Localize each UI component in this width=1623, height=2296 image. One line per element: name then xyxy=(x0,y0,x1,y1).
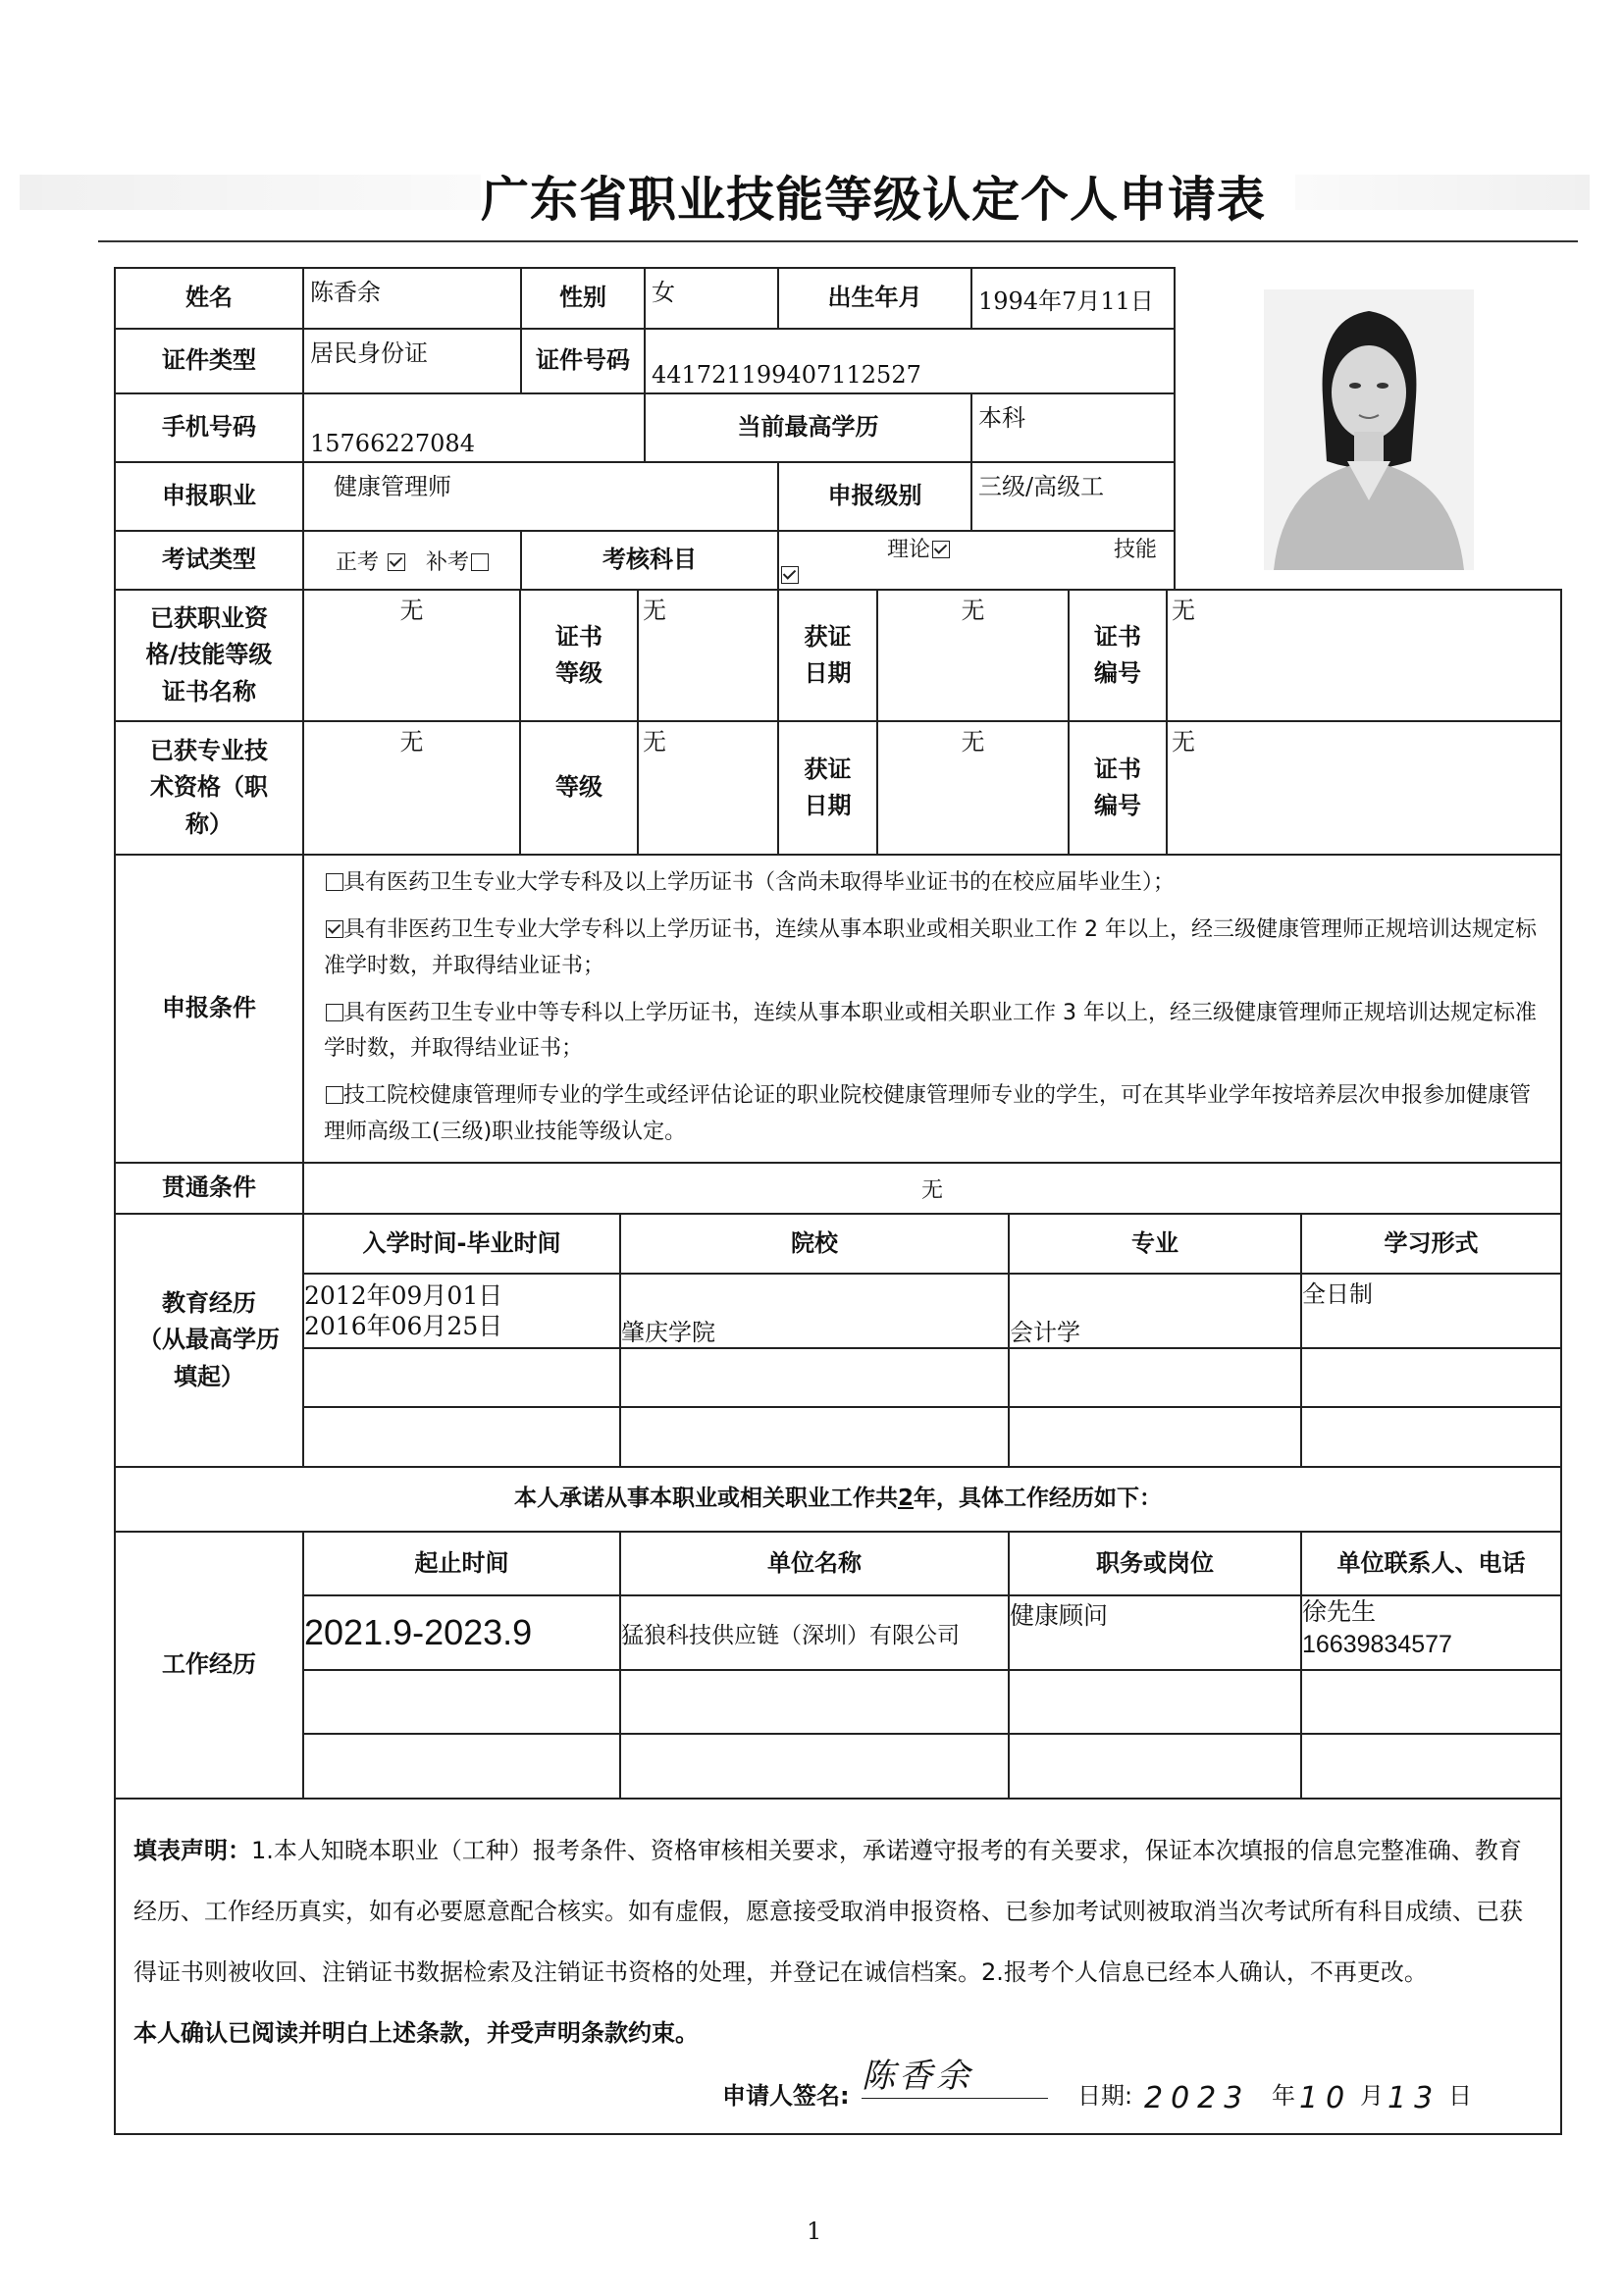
id-number-value: 441721199407112527 xyxy=(645,329,1175,393)
commit-after: 年，具体工作经历如下： xyxy=(914,1486,1162,1512)
work-position: 健康顾问 xyxy=(1009,1595,1301,1670)
work-table xyxy=(304,1533,1560,1798)
title-obtained-label: 已获专业技 术资格（职 称） xyxy=(115,721,303,855)
declaration-confirm: 本人确认已阅读并明白上述条款，并受声明条款约束。 xyxy=(133,2018,699,2047)
level-label: 申报级别 xyxy=(778,462,971,531)
table-row xyxy=(304,1670,1560,1734)
title-date-label: 获证 日期 xyxy=(779,722,877,854)
declaration-block xyxy=(115,1799,1561,2134)
condition-item xyxy=(324,996,1541,1068)
edu-major: 会计学 xyxy=(1009,1274,1301,1348)
edu-header-form: 学习形式 xyxy=(1301,1215,1560,1274)
exam-subject-options xyxy=(778,531,1175,590)
exam-subject-label: 考核科目 xyxy=(521,531,778,590)
education-label: 当前最高学历 xyxy=(645,393,971,462)
table-row xyxy=(304,1348,1560,1407)
sign-label: 申请人签名: xyxy=(722,2081,850,2110)
month-unit: 月 xyxy=(1360,2081,1384,2110)
year-unit: 年 xyxy=(1272,2081,1295,2110)
id-type-label: 证件类型 xyxy=(115,329,303,393)
commit-before: 本人承诺从事本职业或相关职业工作共 xyxy=(513,1486,898,1512)
title-number-label: 证书 编号 xyxy=(1069,722,1167,854)
cert-number-label: 证书 编号 xyxy=(1069,591,1167,720)
education-table xyxy=(304,1215,1560,1466)
edu-exp-label: 教育经历 （从最高学历 填起） xyxy=(115,1214,303,1467)
edu-header-period: 入学时间-毕业时间 xyxy=(304,1215,620,1274)
retake-exam-checkbox[interactable] xyxy=(471,553,489,571)
regular-exam-checkbox[interactable] xyxy=(388,553,405,571)
occupation-value: 健康管理师 xyxy=(303,462,778,531)
date-month: 10 xyxy=(1299,2080,1353,2115)
applicant-photo xyxy=(1264,289,1474,570)
condition-text-3: 具有医药卫生专业中等专科以上学历证书，连续从事本职业或相关职业工作 3 年以上，经三级健康管理师正规培训达规定标准学时数，并取得结业证书； xyxy=(324,1000,1537,1062)
form-title: 广东省职业技能等级认定个人申请表 xyxy=(481,171,1267,228)
theory-label: 理论 xyxy=(887,538,931,562)
work-header-company: 单位名称 xyxy=(620,1533,1009,1595)
signature-row xyxy=(133,2056,1543,2123)
work-contact-phone: 16639834577 xyxy=(1302,1630,1452,1658)
title-name-value: 无 xyxy=(304,722,520,854)
work-header-period: 起止时间 xyxy=(304,1533,620,1595)
cert-number-value: 无 xyxy=(1172,597,1195,624)
declaration-heading: 填表声明： xyxy=(133,1837,251,1865)
id-number-label: 证件号码 xyxy=(521,329,645,393)
work-header-contact: 单位联系人、电话 xyxy=(1301,1533,1560,1595)
applicant-signature: 陈香余 xyxy=(862,2055,1048,2099)
retake-exam-label: 补考 xyxy=(425,549,469,575)
gender-label: 性别 xyxy=(521,268,645,329)
education-value: 本科 xyxy=(971,393,1175,462)
birth-value: 1994年7月11日 xyxy=(971,268,1175,329)
cert-inner xyxy=(304,591,777,720)
cert-row-cells-right xyxy=(778,590,1561,721)
condition-text-4: 技工院校健康管理师专业的学生或经评估论证的职业院校健康管理师专业的学生，可在其毕业学年按培养层次申报参加健康管理师高级工(三级)职业技能等级认定。 xyxy=(324,1083,1532,1144)
condition-text-1: 具有医药卫生专业大学专科及以上学历证书（含尚未取得毕业证书的在校应届毕业生）； xyxy=(343,870,1176,895)
table-row xyxy=(304,1407,1560,1466)
birth-label: 出生年月 xyxy=(778,268,971,329)
title-row-cells xyxy=(303,721,778,855)
condition-checkbox-3[interactable] xyxy=(326,1004,343,1021)
condition-checkbox-1[interactable] xyxy=(326,873,343,891)
skill-label: 技能 xyxy=(1114,538,1158,562)
scan-bleed-right xyxy=(1295,175,1590,210)
edu-period xyxy=(304,1274,620,1348)
commitment-line xyxy=(115,1467,1561,1532)
date-year: 2023 xyxy=(1144,2080,1251,2115)
table-row xyxy=(304,1734,1560,1798)
skill-checkbox[interactable] xyxy=(781,566,799,584)
edu-start: 2012年09月01日 xyxy=(304,1280,503,1310)
title-grade-label: 等级 xyxy=(520,722,638,854)
photo-cell xyxy=(1175,268,1561,590)
through-label: 贯通条件 xyxy=(115,1163,303,1214)
title-row-cells-right xyxy=(778,721,1561,855)
edu-header-school: 院校 xyxy=(620,1215,1009,1274)
title-date-value: 无 xyxy=(877,722,1069,854)
page-number: 1 xyxy=(807,2218,822,2245)
conditions-list xyxy=(303,855,1561,1163)
title-rule xyxy=(98,240,1578,242)
work-exp-label: 工作经历 xyxy=(115,1532,303,1799)
commit-years: 2 xyxy=(897,1486,914,1512)
title-number-value: 无 xyxy=(1172,728,1195,756)
work-contact xyxy=(1301,1595,1560,1670)
cert-row-cells xyxy=(303,590,778,721)
scan-bleed-left xyxy=(20,175,481,210)
id-type-value: 居民身份证 xyxy=(303,329,521,393)
gender-value: 女 xyxy=(645,268,778,329)
condition-checkbox-4[interactable] xyxy=(326,1086,343,1104)
work-table-cell xyxy=(303,1532,1561,1799)
cert-obtained-label: 已获职业资 格/技能等级 证书名称 xyxy=(115,590,303,721)
cert-date-label: 获证 日期 xyxy=(779,591,877,720)
theory-checkbox[interactable] xyxy=(932,541,950,558)
title-inner-right xyxy=(779,722,1560,854)
title-inner xyxy=(304,722,777,854)
work-period: 2021.9-2023.9 xyxy=(304,1595,620,1670)
declaration-body: 1.本人知晓本职业（工种）报考条件、资格审核相关要求，承诺遵守报考的有关要求，保证本次填报的信息完整准确、教育经历、工作经历真实，如有必要愿意配合核实。如有虚假，愿意接受取消申报资格、已参加考试则被取消当次考试所有科目成绩、已获得证书则被收回、注销证书数据检索及注销证书资格的处理，并登记在诚信档案。2.报考个人信息已经本人确认，不再更改。 xyxy=(133,1837,1523,1986)
exam-type-label: 考试类型 xyxy=(115,531,303,590)
edu-form: 全日制 xyxy=(1301,1274,1560,1348)
table-row xyxy=(304,1595,1560,1670)
cert-name-value: 无 xyxy=(304,591,520,720)
through-value: 无 xyxy=(303,1163,1561,1214)
edu-end: 2016年06月25日 xyxy=(304,1312,503,1341)
exam-type-options xyxy=(303,531,521,590)
conditions-label: 申报条件 xyxy=(115,855,303,1163)
edu-header-major: 专业 xyxy=(1009,1215,1301,1274)
day-unit: 日 xyxy=(1448,2081,1472,2110)
cert-level-value: 无 xyxy=(643,597,666,624)
title-grade-value: 无 xyxy=(643,728,666,756)
condition-text-2: 具有非医药卫生专业大学专科以上学历证书，连续从事本职业或相关职业工作 2 年以上，经三级健康管理师正规培训达规定标准学时数，并取得结业证书； xyxy=(324,917,1537,978)
edu-school: 肇庆学院 xyxy=(620,1274,1009,1348)
date-day: 13 xyxy=(1387,2080,1441,2115)
cert-date-value: 无 xyxy=(877,591,1069,720)
work-contact-name: 徐先生 xyxy=(1302,1597,1377,1627)
condition-item xyxy=(324,1078,1541,1150)
date-label: 日期: xyxy=(1077,2081,1133,2110)
level-value: 三级/高级工 xyxy=(971,462,1175,531)
condition-checkbox-2[interactable] xyxy=(326,920,343,938)
main-form-table xyxy=(114,267,1562,2135)
work-company: 猛狼科技供应链（深圳）有限公司 xyxy=(620,1595,1009,1670)
work-header-position: 职务或岗位 xyxy=(1009,1533,1301,1595)
cert-level-label: 证书 等级 xyxy=(520,591,638,720)
name-value: 陈香余 xyxy=(303,268,521,329)
name-label: 姓名 xyxy=(115,268,303,329)
condition-item xyxy=(324,865,1541,901)
occupation-label: 申报职业 xyxy=(115,462,303,531)
edu-table-cell xyxy=(303,1214,1561,1467)
phone-value: 15766227084 xyxy=(303,393,645,462)
table-row xyxy=(304,1274,1560,1348)
phone-label: 手机号码 xyxy=(115,393,303,462)
condition-item xyxy=(324,913,1541,984)
regular-exam-label: 正考 xyxy=(335,549,379,575)
declaration-text xyxy=(133,1821,1543,2004)
cert-inner-right xyxy=(779,591,1560,720)
